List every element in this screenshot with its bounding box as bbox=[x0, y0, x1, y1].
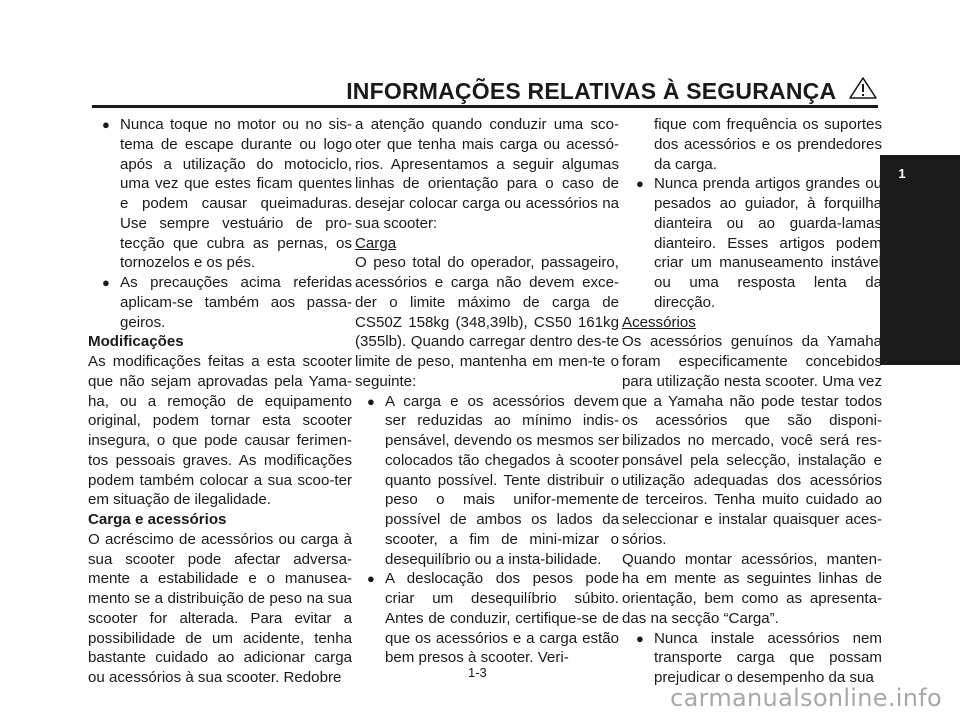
column-3 bbox=[622, 115, 882, 688]
warning-triangle-icon bbox=[848, 76, 878, 106]
list-item bbox=[355, 569, 619, 668]
bullet-continuation: fique com frequência os suportes dos acessórios e os prendedores da carga. bbox=[654, 116, 882, 173]
paragraph: O acréscimo de acessórios ou carga à sua scooter pode afectar adversa-mente a estabilidade e o manusea-mento se a distribuição de peso na sua scooter for alterada. Para evitar a possibilidade de um acidente, tenha bastante cuidado ao adicionar carga ou acessórios à sua scooter. Redobre bbox=[88, 530, 352, 686]
bullet-text: A carga e os acessórios devem ser reduzidas ao mínimo indis-pensável, devendo os mesmos ser colocados tão chegados à scooter quanto possível. Tente distribuir o peso o mais unifor-memente possível de ambos os lados da scooter, a fim de mini-mizar o desequilíbrio ou a insta-bilidade. bbox=[385, 392, 619, 568]
subheading-acessorios: Acessórios bbox=[622, 313, 696, 331]
page-number: 1-3 bbox=[468, 665, 487, 680]
bullet-text: As precauções acima referidas aplicam-se também aos passa-geiros. bbox=[120, 274, 352, 331]
chapter-side-tab bbox=[880, 155, 960, 365]
chapter-number: 1 bbox=[898, 166, 906, 181]
list-item bbox=[88, 115, 352, 273]
paragraph: Os acessórios genuínos da Yamaha foram especificamente concebidos para utilização nesta scooter. Uma vez que a Yamaha não pode testar todos os acessórios que são disponi-bilizados no mercado, você será res-ponsável pela selecção, instalação e utilização adequadas dos acessórios de terceiros. Tenha muito cuidado ao seleccionar e instalar quaisquer aces-sórios. bbox=[622, 333, 882, 548]
paragraph: Quando montar acessórios, manten-ha em mente as seguintes linhas de orientação, bem como as apresenta-das na secção “Carga”. bbox=[622, 550, 882, 627]
page-title-text: INFORMAÇÕES RELATIVAS À SEGURANÇA bbox=[346, 78, 836, 104]
bullet-icon: ● bbox=[102, 275, 110, 290]
bullet-icon: ● bbox=[102, 117, 110, 132]
subheading-carga: Carga bbox=[355, 234, 397, 252]
list-item bbox=[355, 392, 619, 570]
column-1 bbox=[88, 115, 352, 688]
bullet-text: A deslocação dos pesos pode criar um desequilíbrio súbito. Antes de conduzir, certifique-se de que os acessórios e a carga estão bem presos à scooter. Veri- bbox=[385, 570, 619, 667]
column-2 bbox=[355, 115, 619, 668]
section-heading-modificacoes: Modificações bbox=[88, 333, 184, 351]
bullet-text: Nunca prenda artigos grandes ou pesados ao guiador, à forquilha dianteira ou ao guarda-lamas dianteiro. Esses artigos podem criar um manuseamento instável ou uma resposta lenta da direcção. bbox=[654, 175, 882, 311]
bullet-icon: ● bbox=[636, 630, 644, 646]
section-heading-carga-acessorios: Carga e acessórios bbox=[88, 511, 227, 528]
bullet-text: Nunca instale acessórios nem transporte carga que possam prejudicar o desempenho da sua bbox=[654, 629, 882, 686]
bullet-icon: ● bbox=[367, 571, 375, 587]
watermark: carmanualsonline.info bbox=[670, 684, 942, 712]
header-rule bbox=[92, 105, 878, 108]
page-title bbox=[330, 76, 878, 106]
list-item bbox=[88, 273, 352, 332]
paragraph: As modificações feitas a esta scooter que não sejam aprovadas pela Yama-ha, ou a remoção de equipamento original, podem tornar esta scooter insegura, o que pode causar ferimen-tos pessoais graves. As modificações podem também colocar a sua scoo-ter em situação de ilegalidade. bbox=[88, 353, 352, 509]
bullet-icon: ● bbox=[636, 176, 644, 192]
bullet-text: Nunca toque no motor ou no sis-tema de escape durante ou logo após a utilização do motociclo, uma vez que estes ficam quentes e podem causar queimaduras. Use sempre vestuário de pro-tecção que cubra as pernas, os tornozelos e os pés. bbox=[120, 116, 352, 272]
list-item bbox=[622, 174, 882, 312]
bullet-icon: ● bbox=[367, 393, 375, 409]
paragraph: O peso total do operador, passageiro, acessórios e carga não devem exce-der o limite máximo de carga de CS50Z 158kg (348,39lb), CS50 161kg (355lb). Quando carregar dentro des-te limite de peso, mantenha em men-te o seguinte: bbox=[355, 254, 619, 390]
list-item bbox=[622, 629, 882, 688]
paragraph: a atenção quando conduzir uma sco-oter que tenha mais carga ou acessó-rios. Apresentamos a seguir algumas linhas de orientação para o caso de desejar colocar carga ou acessórios na sua scooter: bbox=[355, 116, 619, 232]
